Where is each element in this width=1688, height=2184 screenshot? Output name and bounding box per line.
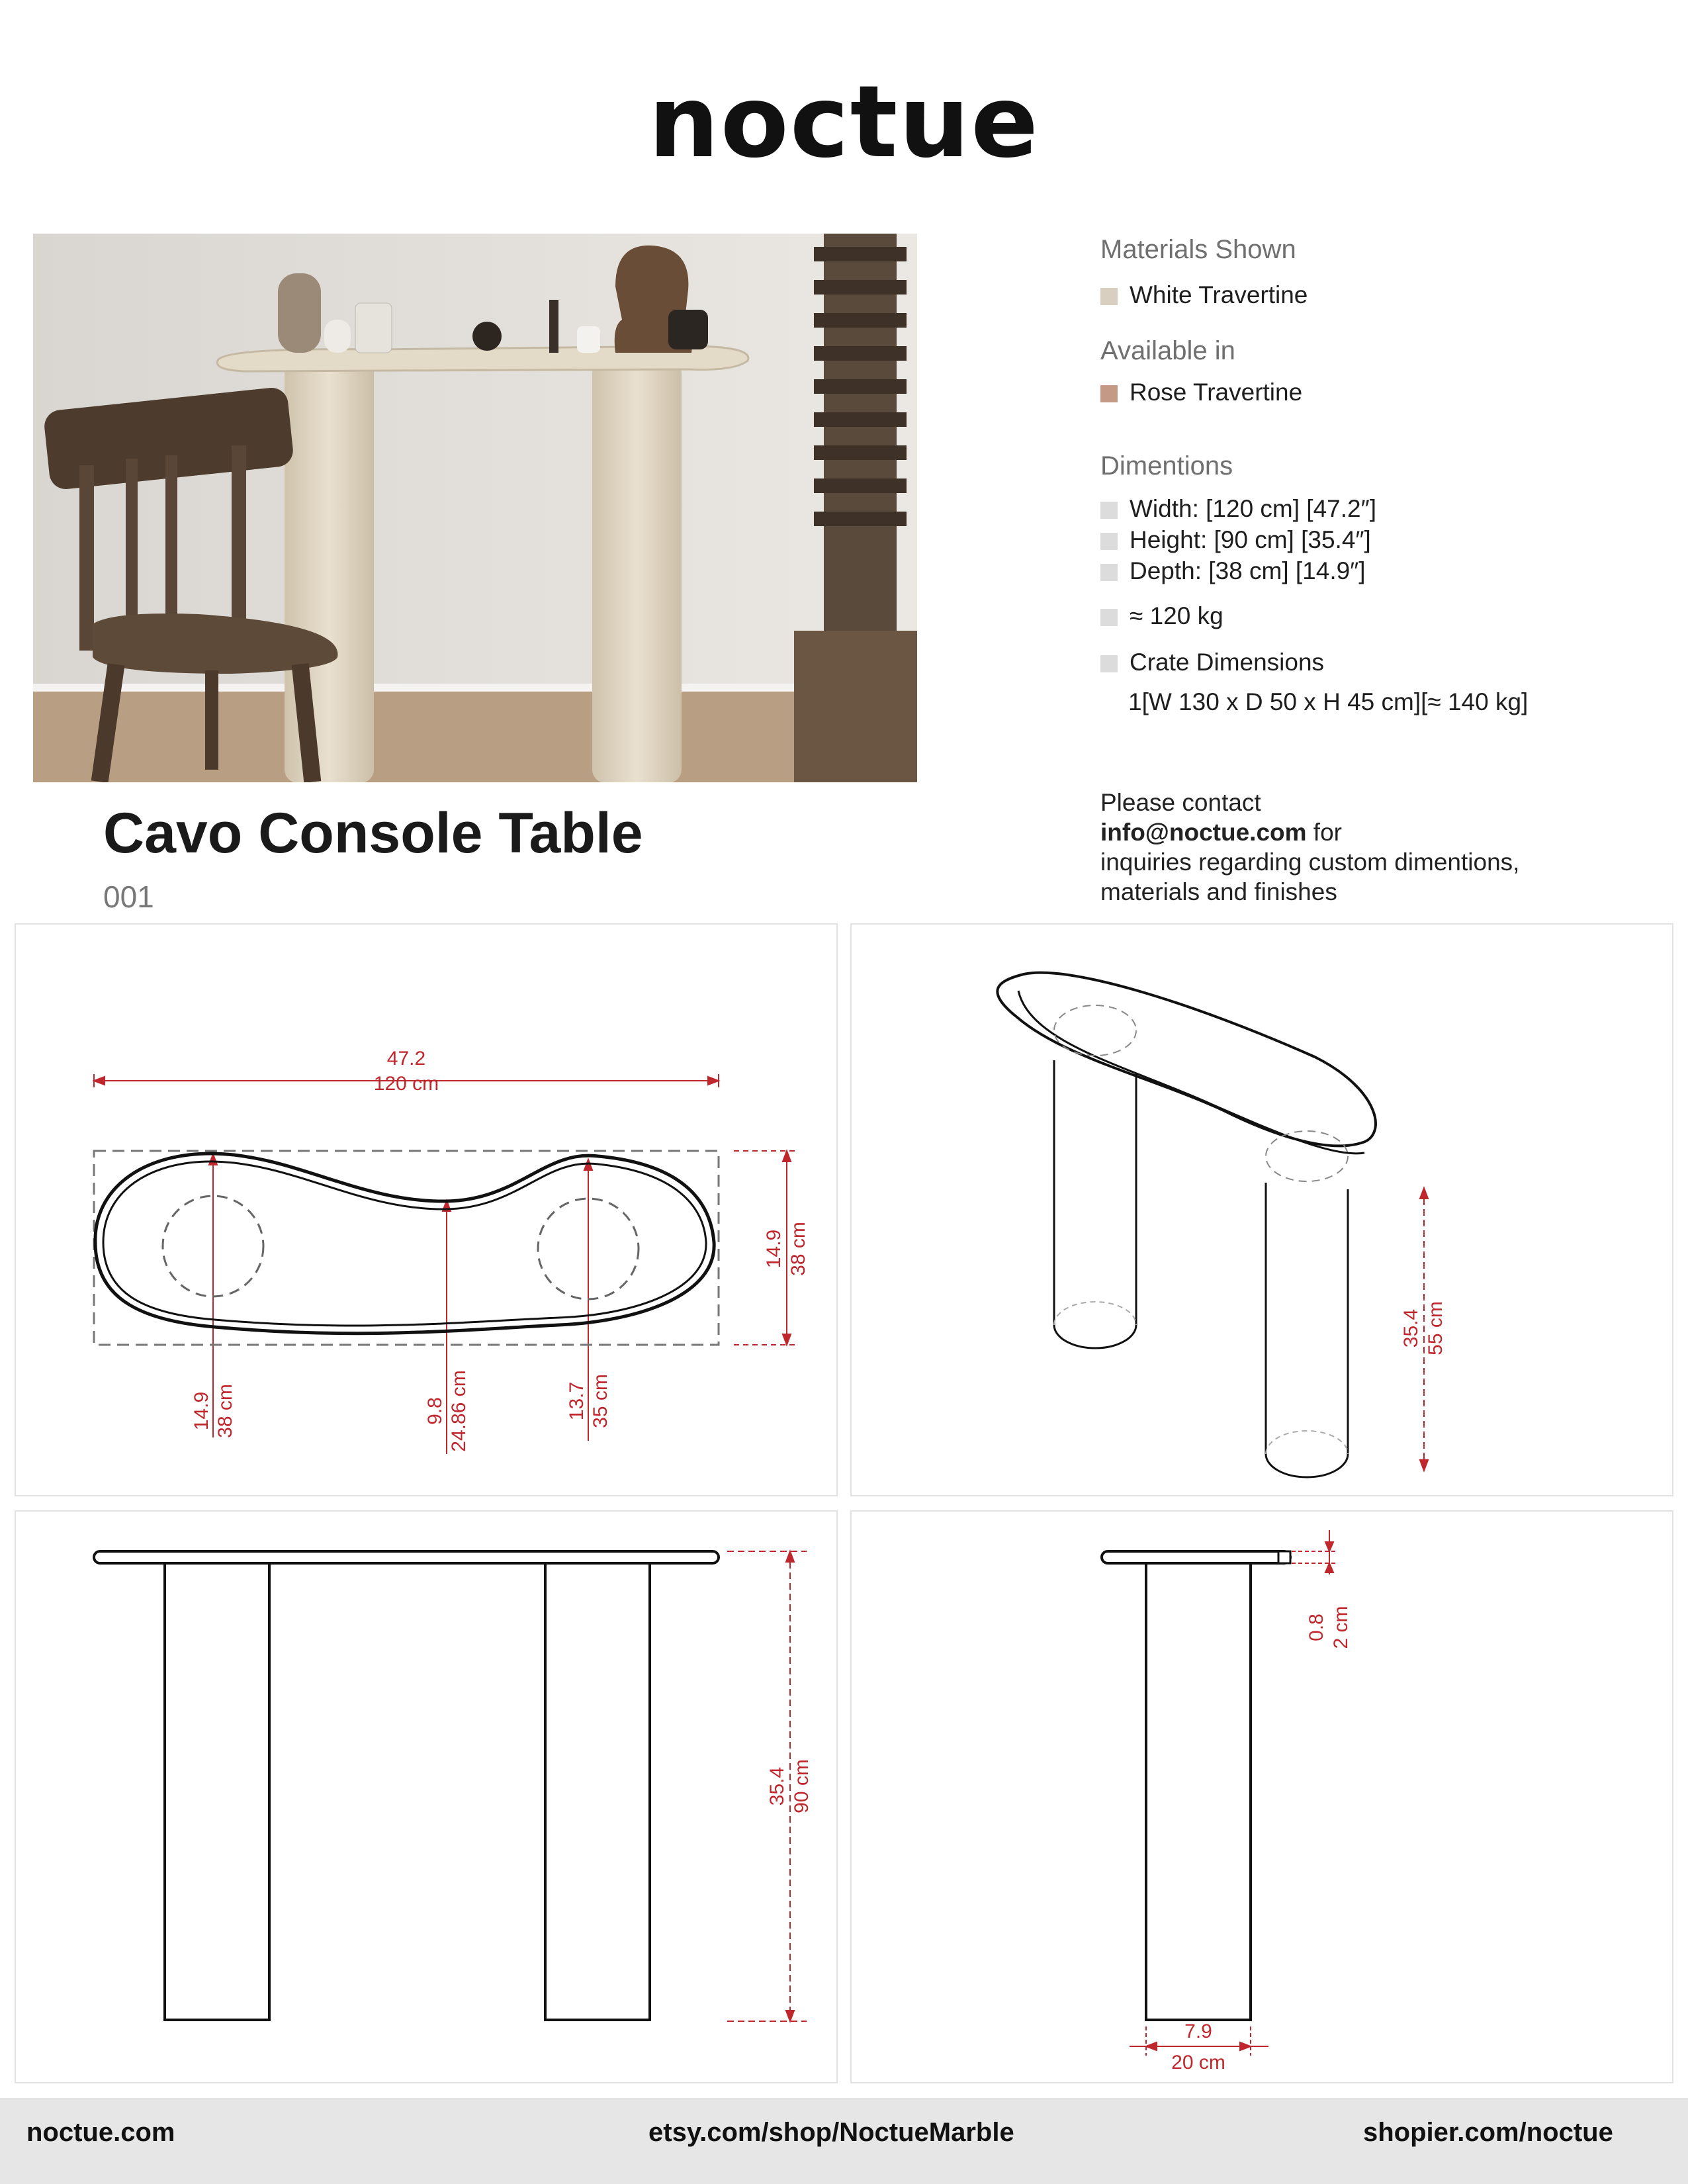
top-depth-in: 14.9 xyxy=(763,1229,785,1269)
left-in: 14.9 xyxy=(191,1391,212,1431)
top-depth-cm: 38 cm xyxy=(787,1222,809,1276)
bullet-icon xyxy=(1100,533,1118,550)
product-photo xyxy=(33,234,917,782)
side-view-drawing xyxy=(852,1512,1672,2082)
side-view-panel xyxy=(850,1510,1673,2083)
crate-dimensions-value: 1[W 130 x D 50 x H 45 cm][≈ 140 kg] xyxy=(1128,688,1529,715)
mid-in: 9.8 xyxy=(424,1397,446,1425)
dimension-depth: Depth: [38 cm] [14.9″] xyxy=(1100,557,1366,585)
white-travertine-swatch xyxy=(1100,288,1118,305)
contact-line3: inquiries regarding custom dimentions, xyxy=(1100,848,1520,876)
bullet-icon xyxy=(1100,655,1118,672)
product-code: 001 xyxy=(103,880,154,914)
crate-dimensions-label: Crate Dimensions xyxy=(1100,649,1324,676)
front-view-drawing xyxy=(16,1512,836,2082)
material-name: White Travertine xyxy=(1130,281,1308,308)
right-in: 13.7 xyxy=(566,1381,588,1421)
available-item xyxy=(1100,379,1302,406)
dimension-height: Height: [90 cm] [35.4″] xyxy=(1100,526,1371,554)
side-base-cm: 20 cm xyxy=(1171,2052,1225,2073)
materials-shown-label: Materials Shown xyxy=(1100,235,1296,264)
available-in-label: Available in xyxy=(1100,336,1235,365)
front-height-cm: 90 cm xyxy=(791,1759,813,1813)
dimensions-label: Dimentions xyxy=(1100,451,1233,480)
side-top-cm: 2 cm xyxy=(1330,1606,1352,1649)
footer-shopier-link[interactable]: shopier.com/noctue xyxy=(1363,2118,1613,2147)
footer-website-link[interactable]: noctue.com xyxy=(26,2118,175,2147)
weight: ≈ 120 kg xyxy=(1100,602,1223,630)
top-view-drawing xyxy=(16,925,836,1495)
brand-logo: noctue xyxy=(648,65,1040,180)
side-base-in: 7.9 xyxy=(1184,2021,1212,2042)
rose-travertine-swatch xyxy=(1100,385,1118,402)
right-cm: 35 cm xyxy=(590,1374,611,1428)
top-width-in: 47.2 xyxy=(386,1048,426,1069)
product-photo-illustration xyxy=(33,234,917,782)
contact-for: for xyxy=(1306,819,1342,846)
iso-height-in: 35.4 xyxy=(1400,1308,1422,1348)
front-height-in: 35.4 xyxy=(766,1766,788,1806)
contact-note xyxy=(1100,788,1643,907)
front-view-panel xyxy=(15,1510,838,2083)
mid-cm: 24.86 cm xyxy=(448,1370,470,1452)
side-top-in: 0.8 xyxy=(1306,1614,1327,1641)
available-name: Rose Travertine xyxy=(1130,379,1303,406)
contact-email[interactable]: info@noctue.com xyxy=(1100,819,1307,846)
top-width-cm: 120 cm xyxy=(373,1073,439,1095)
iso-view-panel xyxy=(850,923,1673,1496)
left-cm: 38 cm xyxy=(214,1384,236,1438)
iso-view-drawing xyxy=(852,925,1672,1495)
contact-line1: Please contact xyxy=(1100,789,1261,816)
contact-line4: materials and finishes xyxy=(1100,878,1337,905)
bullet-icon xyxy=(1100,502,1118,519)
iso-height-cm: 55 cm xyxy=(1425,1301,1446,1355)
material-item xyxy=(1100,281,1308,309)
product-title: Cavo Console Table xyxy=(103,801,643,865)
bullet-icon xyxy=(1100,609,1118,626)
dimension-width: Width: [120 cm] [47.2″] xyxy=(1100,495,1376,523)
top-view-panel xyxy=(15,923,838,1496)
footer-etsy-link[interactable]: etsy.com/shop/NoctueMarble xyxy=(648,2118,1014,2147)
bullet-icon xyxy=(1100,564,1118,581)
